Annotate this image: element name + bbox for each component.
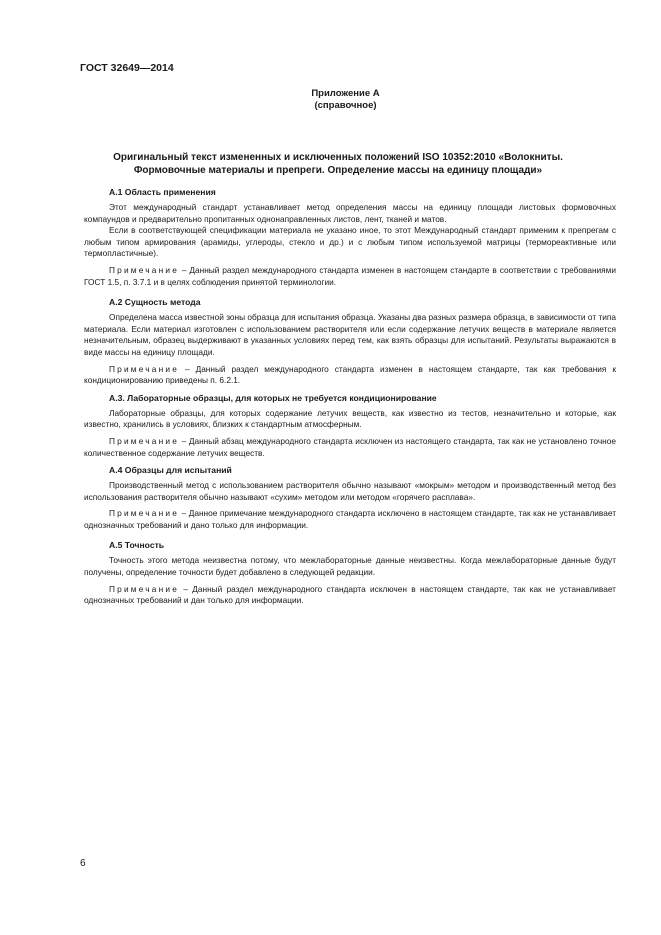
note-label: Примечание xyxy=(109,583,180,594)
section-a5-paragraph-1: Точность этого метода неизвестна потому, что межлабораторные данные неизвестны. Когда межлабораторные данные будут получены, определение точности будет добавлено в следующей редакции. xyxy=(84,555,616,578)
note-label: Примечание xyxy=(109,435,180,446)
section-a1-paragraph-1: Этот международный стандарт устанавливает метод определения массы на единицу площади листовых формовочных компаундов и предварительно пропитанных однонаправленных листов, лент, тканей и матов. xyxy=(84,202,616,224)
note-label: Примечание xyxy=(109,508,180,519)
section-heading-a1: А.1 Область применения xyxy=(109,187,216,197)
section-a1-paragraph-2: Если в соответствующей спецификации материала не указано иное, то этот Международный стандарт применим к препрегам с любым типом армирования (арамиды, углероды, стекло и др.) и с любым типом используемой матрицы (термореактивные или термопластичные). xyxy=(84,225,616,259)
section-heading-a2: А.2 Сущность метода xyxy=(109,297,201,308)
document-title-line-1: Оригинальный текст измененных и исключенных положений ISO 10352:2010 «Волокниты. xyxy=(113,152,563,163)
note-text: – Данный абзац международного стандарта исключен из настоящего стандарта, так как не установлено точное количественное содержание летучих веществ. xyxy=(84,435,616,458)
note-text: – Данное примечание международного стандарта исключено в настоящем стандарте, так как не устанавливает однозначных требований и дано только для информации. xyxy=(84,508,616,530)
document-code: ГОСТ 32649—2014 xyxy=(80,62,174,74)
section-heading-a3: А.3. Лабораторные образцы, для которых не требуется кондиционирование xyxy=(109,392,437,403)
section-heading-a5: А.5 Точность xyxy=(109,540,165,551)
annex-subtitle: (справочное) xyxy=(314,100,377,111)
annex-title: Приложение А xyxy=(311,88,380,99)
section-a2-note xyxy=(84,364,616,387)
note-label: Примечание xyxy=(109,264,180,275)
note-text: – Данный раздел международного стандарта изменен в настоящем стандарте в соответствии с требованиями ГОСТ 1.5, п. 3.7.1 и в целях соблюдения принятой терминологии. xyxy=(84,264,616,287)
section-a3-note xyxy=(84,436,616,459)
note-text: – Данный раздел международного стандарта исключен в настоящем стандарте, так как не устанавливает однозначных требований и дан только для информации. xyxy=(84,583,616,606)
page-number: 6 xyxy=(80,858,86,869)
note-label: Примечание xyxy=(109,363,180,374)
annex-heading xyxy=(0,88,661,112)
section-a4-paragraph-1: Производственный метод с использованием растворителя обычно называют «мокрым» методом и производственный метод без использования растворителя обычно называют «сухим» методом или методом «горячего расплава». xyxy=(84,480,616,502)
document-title xyxy=(84,151,592,177)
section-a4-note xyxy=(84,508,616,531)
note-text: – Данный раздел международного стандарта изменен в настоящем стандарте, так как требования к кондиционированию приведены п. 6.2.1. xyxy=(84,363,616,386)
section-a2-paragraph-1: Определена масса известной зоны образца для испытания образца. Указаны два разных размера образца, в зависимости от типа материала. Если материал изготовлен с использованием растворителя или если содержание летучих веществ в материале является незначительным, образец выдерживают в указанных условиях перед тем, как взять образцы для испытаний. Результаты выражаются в виде массы на единицу площади. xyxy=(84,312,616,357)
section-heading-a4: А.4 Образцы для испытаний xyxy=(109,465,232,476)
section-a3-paragraph-1: Лабораторные образцы, для которых содержание летучих веществ, как известно из тестов, незначительно и которые, как известно, хранились в условиях, близких к стандартным атмосферным. xyxy=(84,407,616,430)
section-a5-note xyxy=(84,584,616,607)
document-body xyxy=(84,186,616,607)
section-a1-note xyxy=(84,265,616,288)
document-title-line-2: Формовочные материалы и препреги. Определение массы на единицу площади» xyxy=(133,165,543,176)
